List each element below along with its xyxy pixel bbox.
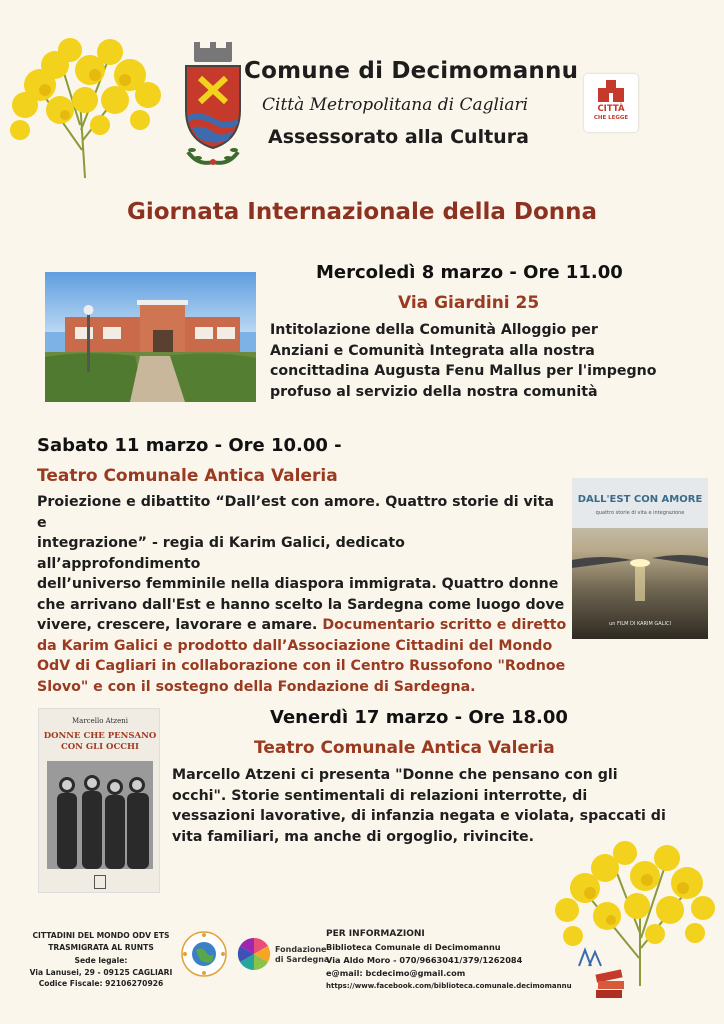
event-title: Giornata Internazionale della Donna bbox=[126, 199, 598, 225]
event3-desc-line: vita familiari, ma anche di orgoglio, rivincite. bbox=[172, 828, 535, 845]
event2-desc-line: dell’universo femminile nella diaspora immigrata. Quattro donne bbox=[37, 576, 559, 592]
film-poster bbox=[572, 478, 708, 639]
citta-che-legge-logo bbox=[584, 74, 638, 132]
event2-credits-line: OdV di Cagliari in collaborazione con il Centro Russofono "Rodnoe bbox=[37, 658, 566, 674]
event3-desc-line: vessazioni lavorative, di infanzia negata e violata, spaccati di bbox=[172, 808, 666, 824]
contact-info bbox=[326, 928, 572, 993]
fondazione-line: di Sardegna bbox=[275, 955, 330, 964]
contact-line: Biblioteca Comunale di Decimomannu bbox=[326, 942, 501, 952]
event1-desc-line: Anziani e Comunità Integrata alla nostra bbox=[270, 342, 595, 359]
book-title-line: CON GLI OCCHI bbox=[60, 742, 139, 752]
association-line: Codice Fiscale: 92106270926 bbox=[38, 979, 164, 988]
event1-place: Via Giardini 25 bbox=[398, 293, 540, 313]
event1-date: Mercoledì 8 marzo - Ore 11.00 bbox=[316, 262, 623, 283]
contact-line: Via Aldo Moro - 070/9663041/379/1262084 bbox=[326, 955, 523, 965]
mimosa-decoration-top-left bbox=[0, 30, 175, 180]
event2-desc-line: che arrivano dall'Est e hanno scelto la Sardegna come luogo dove bbox=[37, 596, 565, 613]
book-stack-icon bbox=[592, 966, 628, 1000]
contact-facebook-link[interactable]: https://www.facebook.com/biblioteca.comunale.decimomannu bbox=[326, 982, 572, 990]
event3-description bbox=[172, 765, 692, 847]
event2-place: Teatro Comunale Antica Valeria bbox=[37, 466, 338, 486]
metropolitan-city: Città Metropolitana di Cagliari bbox=[262, 95, 529, 115]
contact-email: e@mail: bcdecimo@gmail.com bbox=[326, 968, 466, 978]
event3-desc-line: occhi". Storie sentimentali di relazioni interrotte, di bbox=[172, 787, 588, 804]
fondazione-line: Fondazione bbox=[275, 945, 327, 954]
poster-credit: un FILM DI KARIM GALICI bbox=[609, 621, 671, 627]
fondazione-sardegna-logo bbox=[236, 936, 272, 972]
association-line: TRASMIGRATA AL RUNTS bbox=[48, 942, 154, 952]
library-logo bbox=[575, 946, 605, 968]
event2-credits-line: da Karim Galici e prodotto dall’Associazione Cittadini del Mondo bbox=[37, 637, 553, 654]
event2-desc-line: Proiezione e dibattito “Dall’est con amore. Quattro storie di vita e bbox=[37, 494, 554, 531]
association-line: CITTADINI DEL MONDO ODV ETS bbox=[32, 931, 170, 940]
association-line: Via Lanusei, 29 - 09125 CAGLIARI bbox=[29, 967, 173, 977]
tower-icon bbox=[594, 80, 628, 102]
event1-desc-line: profuso al servizio della nostra comunità bbox=[270, 383, 598, 400]
poster-title: DALL'EST CON AMORE bbox=[577, 494, 703, 505]
event3-desc-line: Marcello Atzeni ci presenta "Donne che pensano con gli bbox=[172, 767, 618, 783]
event1-description bbox=[270, 320, 690, 402]
book-title-line: DONNE CHE PENSANO bbox=[43, 731, 157, 741]
event3-date: Venerdì 17 marzo - Ore 18.00 bbox=[270, 707, 568, 728]
event2-description bbox=[37, 492, 567, 697]
event2-date: Sabato 11 marzo - Ore 10.00 - bbox=[37, 435, 342, 456]
poster-subtitle: quattro storie di vita e integrazione bbox=[595, 510, 685, 516]
book-author: Marcello Atzeni bbox=[72, 717, 128, 725]
cittadini-del-mondo-logo bbox=[180, 930, 228, 978]
badge-line1: CITTÀ bbox=[597, 104, 625, 114]
event2-desc-line: integrazione” - regia di Karim Galici, dedicato all’approfondimento bbox=[37, 535, 405, 572]
building-photo bbox=[45, 272, 256, 402]
event3-place: Teatro Comunale Antica Valeria bbox=[254, 738, 555, 758]
department-name: Assessorato alla Cultura bbox=[268, 126, 529, 148]
municipality-name: Comune di Decimomannu bbox=[244, 58, 579, 84]
badge-line2: CHE LEGGE bbox=[593, 115, 629, 121]
event2-credits-line: Slovo" e con il sostegno della Fondazione di Sardegna. bbox=[37, 678, 476, 695]
association-line: Sede legale: bbox=[74, 956, 128, 965]
association-info bbox=[20, 930, 182, 990]
fondazione-label bbox=[275, 945, 329, 965]
contact-heading: PER INFORMAZIONI bbox=[326, 929, 425, 939]
coat-of-arms-icon bbox=[178, 40, 248, 170]
mimosa-decoration-bottom-right bbox=[545, 838, 720, 988]
event1-desc-line: concittadina Augusta Fenu Mallus per l'impegno bbox=[270, 363, 657, 379]
event1-desc-line: Intitolazione della Comunità Alloggio per bbox=[270, 322, 598, 338]
event2-desc-line: vivere, crescere, lavorare e amare. bbox=[37, 617, 323, 633]
book-cover bbox=[38, 708, 160, 893]
publisher-logo bbox=[94, 875, 106, 889]
event2-credits-line: Documentario scritto e diretto bbox=[322, 617, 567, 633]
